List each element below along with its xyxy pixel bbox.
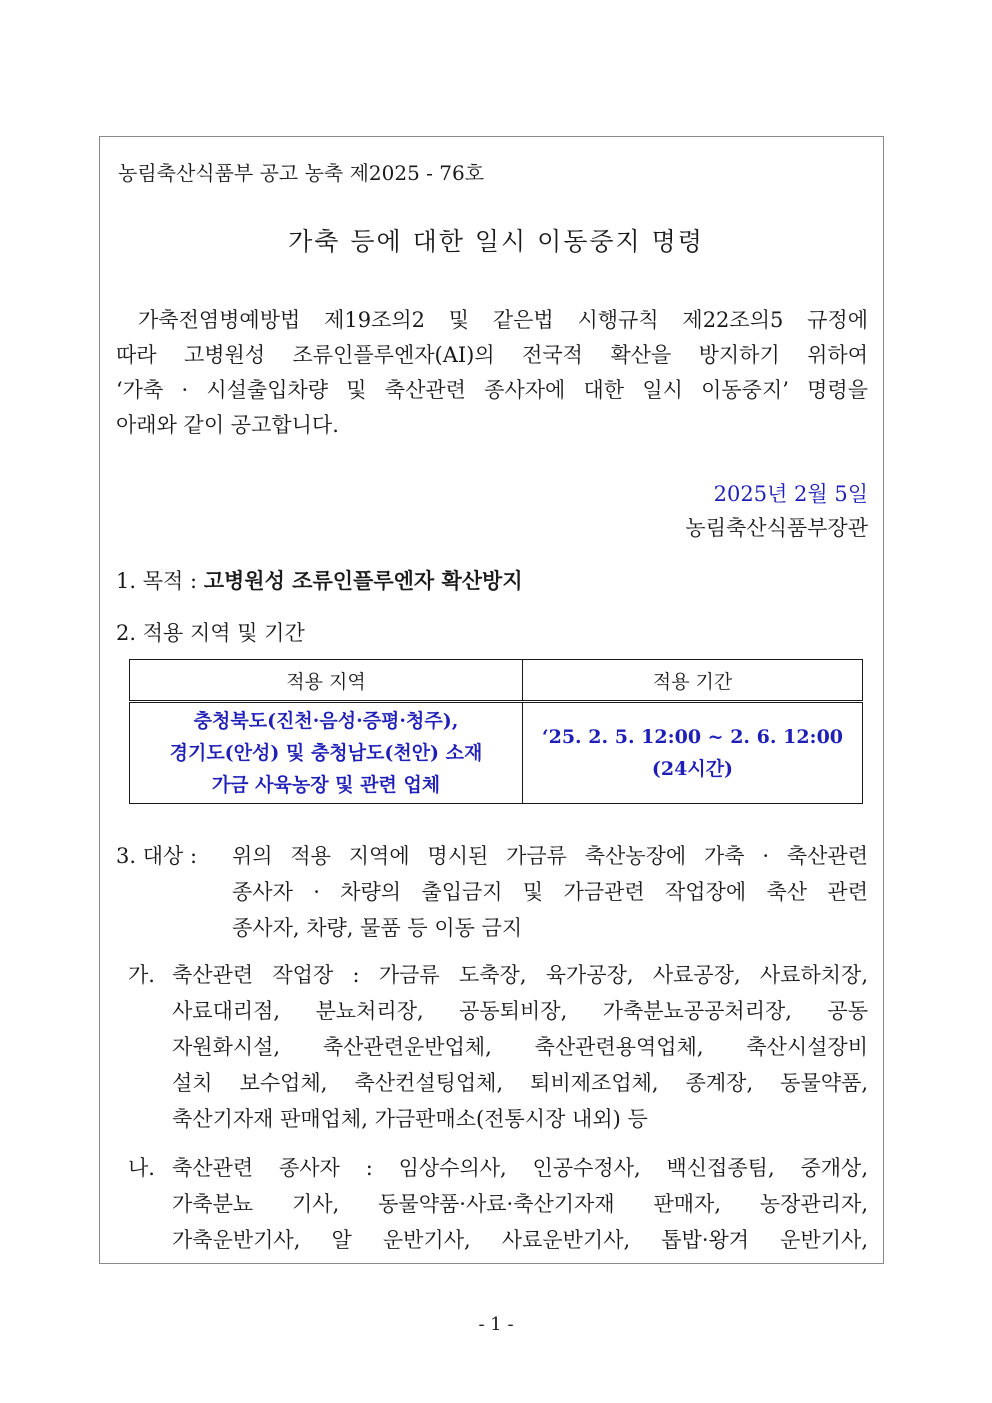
- purpose-label: 1. 목적 :: [116, 569, 204, 593]
- table-header-period: 적용 기간: [523, 660, 863, 702]
- sub-item-line: 설치 보수업체, 축산컨설팅업체, 퇴비제조업체, 종계장, 동물약품,: [172, 1071, 868, 1095]
- target-line: 종사자, 차량, 물품 등 이동 금지: [232, 916, 523, 940]
- period-cell: [523, 702, 863, 804]
- sub-item-line: 축산관련 종사자 : 임상수의사, 인공수정사, 백신접종팀, 중개상,: [172, 1156, 868, 1180]
- sub-item-mark: 가.: [128, 963, 155, 987]
- table-row: [130, 702, 863, 804]
- sub-item-line: 축산기자재 판매업체, 가금판매소(전통시장 내외) 등: [172, 1107, 648, 1131]
- sub-item-line: 가축분뇨 기사, 동물약품·사료·축산기자재 판매자, 농장관리자,: [172, 1192, 868, 1216]
- sub-item-line: 축산관련 작업장 : 가금류 도축장, 육가공장, 사료공장, 사료하치장,: [172, 963, 868, 987]
- intro-line: 따라 고병원성 조류인플루엔자(AI)의 전국적 확산을 방지하기 위하여: [116, 343, 868, 367]
- purpose-value: 고병원성 조류인플루엔자 확산방지: [203, 568, 523, 593]
- intro-line: 아래와 같이 공고합니다.: [116, 413, 339, 437]
- region-line: 충청북도(진천·음성·증평·청주),: [193, 710, 459, 732]
- region-line: 가금 사육농장 및 관련 업체: [211, 774, 441, 796]
- table-header-region: 적용 지역: [130, 660, 523, 702]
- page-title: 가축 등에 대한 일시 이동중지 명령: [288, 227, 704, 256]
- period-line: ‘25. 2. 5. 12:00 ~ 2. 6. 12:00: [541, 726, 844, 748]
- period-line: (24시간): [651, 758, 734, 780]
- target-line: 위의 적용 지역에 명시된 가금류 축산농장에 가축 · 축산관련: [232, 844, 868, 868]
- intro-paragraph: [116, 303, 868, 443]
- region-period-table: [129, 659, 863, 804]
- sub-item-line: 사료대리점, 분뇨처리장, 공동퇴비장, 가축분뇨공공처리장, 공동: [172, 999, 868, 1023]
- sub-item-line: 가축운반기사, 알 운반기사, 사료운반기사, 톱밥·왕겨 운반기사,: [172, 1228, 868, 1252]
- region-line: 경기도(안성) 및 충청남도(천안) 소재: [169, 742, 483, 764]
- announcement-date: 2025년 2월 5일: [713, 482, 868, 506]
- region-cell: [130, 702, 523, 804]
- signer: 농림축산식품부장관: [685, 516, 868, 540]
- purpose-item: [116, 566, 523, 596]
- sub-item-line: 자원화시설, 축산관련운반업체, 축산관련용역업체, 축산시설장비: [172, 1035, 868, 1059]
- scope-item-label: 2. 적용 지역 및 기간: [116, 621, 305, 645]
- target-line: 종사자 · 차량의 출입금지 및 가금관련 작업장에 축산 관련: [232, 880, 868, 904]
- page-number: - 1 -: [478, 1314, 514, 1335]
- notice-number: 농림축산식품부 공고 농축 제2025 - 76호: [118, 161, 485, 185]
- target-label: 3. 대상 :: [116, 844, 198, 868]
- intro-line: ‘가축 · 시설출입차량 및 축산관련 종사자에 대한 일시 이동중지’ 명령을: [116, 378, 868, 402]
- intro-line: 가축전염병예방법 제19조의2 및 같은법 시행규칙 제22조의5 규정에: [138, 308, 868, 332]
- sub-item-mark: 나.: [128, 1156, 155, 1180]
